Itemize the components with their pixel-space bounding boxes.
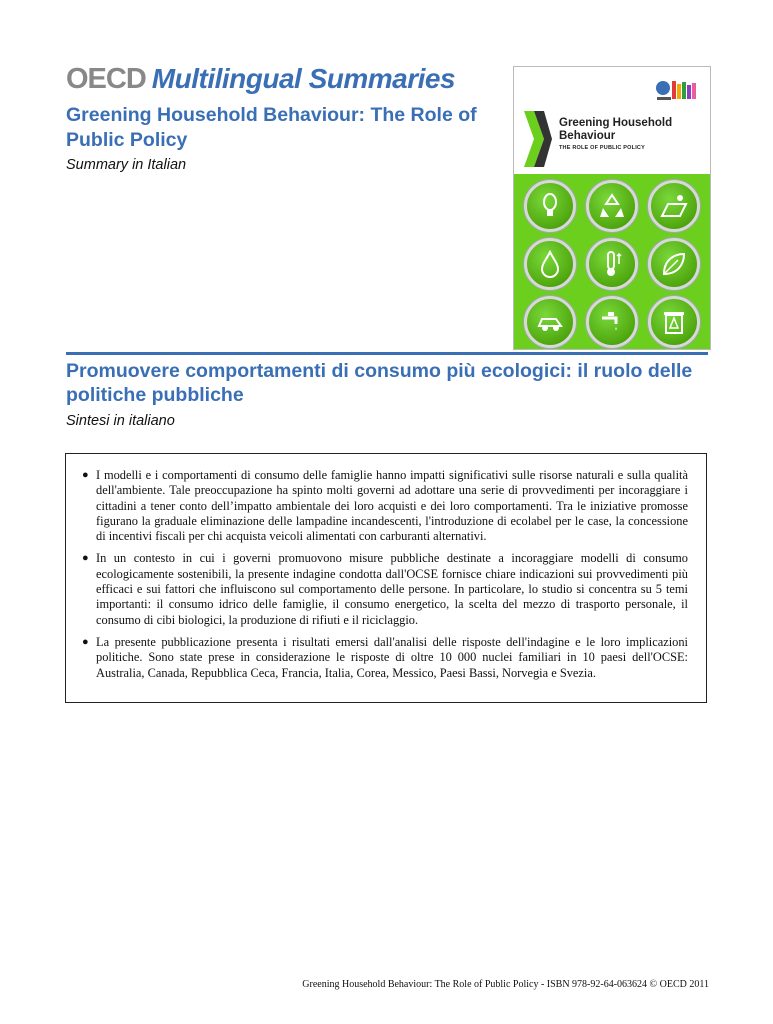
bullet-text: La presente pubblicazione presenta i risultati emersi dall'analisi delle risposte dell'indagine e le loro implicazioni politiche. Sono state prese in considerazione le risposte di oltre 10 000 nuclei familiari in 10 paesi dell'OCSE: Australia, Canada, Repubblica Ceca, Francia, Italia, Corea, Messico, Paesi Bassi, Norvegia e Svezia. xyxy=(96,634,688,680)
bullet-text: In un contesto in cui i governi promuovono misure pubbliche destinate a incoraggiare modelli di consumo ecologicamente sostenibili, la presente indagine condotta dall'OCSE fornisce chiare indicazioni sui provvedimenti più efficaci e sui fattori che influiscono sul comportamento delle persone. In particolare, lo studio si concentra su 5 temi importanti: il consumo idrico delle famiglie, il consumo energetico, la scelta del mezzo di trasporto personale, il consumo di cibi biologici, la produzione di rifiuti e il riciclaggio. xyxy=(96,551,688,627)
bullet-icon: ● xyxy=(82,469,89,481)
list-item xyxy=(82,551,688,627)
lightbulb-icon xyxy=(524,180,576,232)
recycle-icon xyxy=(586,180,638,232)
oecd-logo: OECD xyxy=(66,62,146,95)
solar-panel-icon xyxy=(648,180,700,232)
water-drop-icon xyxy=(524,238,576,290)
book-subtitle: Summary in Italian xyxy=(66,157,187,173)
summary-subtitle: Sintesi in italiano xyxy=(66,413,175,429)
book-title: Greening Household Behaviour: The Role of Public Policy xyxy=(66,104,477,151)
cover-subtitle: THE ROLE OF PUBLIC POLICY xyxy=(559,145,645,151)
section-divider xyxy=(66,352,708,355)
list-item xyxy=(82,635,688,681)
masthead xyxy=(66,62,455,96)
oecd-cover-logo-icon xyxy=(654,79,698,103)
leaf-icon xyxy=(648,238,700,290)
summary-box xyxy=(65,453,707,703)
summary-title: Promuovere comportamenti di consumo più ecologici: il ruolo delle politiche pubbliche xyxy=(66,360,693,406)
chevrons-icon xyxy=(522,111,552,167)
bullet-icon: ● xyxy=(82,635,89,648)
footer-citation: Greening Household Behaviour: The Role of Public Policy - ISBN 978-92-64-063624 © OECD 2011 xyxy=(302,979,709,990)
book-cover xyxy=(513,66,711,350)
car-icon xyxy=(524,296,576,348)
thermometer-icon xyxy=(586,238,638,290)
summary-bullet-list xyxy=(66,454,706,681)
series-title: Multilingual Summaries xyxy=(151,63,456,94)
tap-icon xyxy=(586,296,638,348)
cover-icon-grid xyxy=(514,174,710,349)
cover-title: Greening Household Behaviour xyxy=(559,117,673,142)
bin-icon xyxy=(648,296,700,348)
bullet-text: I modelli e i comportamenti di consumo delle famiglie hanno impatti significativi sulle risorse naturali e sulla qualità dell'ambiente. Tale preoccupazione ha spinto molti governi ad adottare una serie di provvedimenti per incoraggiare i cittadini a tener conto dell’impatto ambientale dei loro acquisti e dei loro comportamenti. Tra le iniziative promosse figurano la graduale eliminazione delle lampadine incandescenti, l'introduzione di ecolabel per le case, la concessione di incentivi fiscali per chi acquista veicoli alimentati con carburanti alternativi. xyxy=(96,468,688,544)
list-item xyxy=(82,468,688,544)
bullet-icon: ● xyxy=(82,552,89,565)
